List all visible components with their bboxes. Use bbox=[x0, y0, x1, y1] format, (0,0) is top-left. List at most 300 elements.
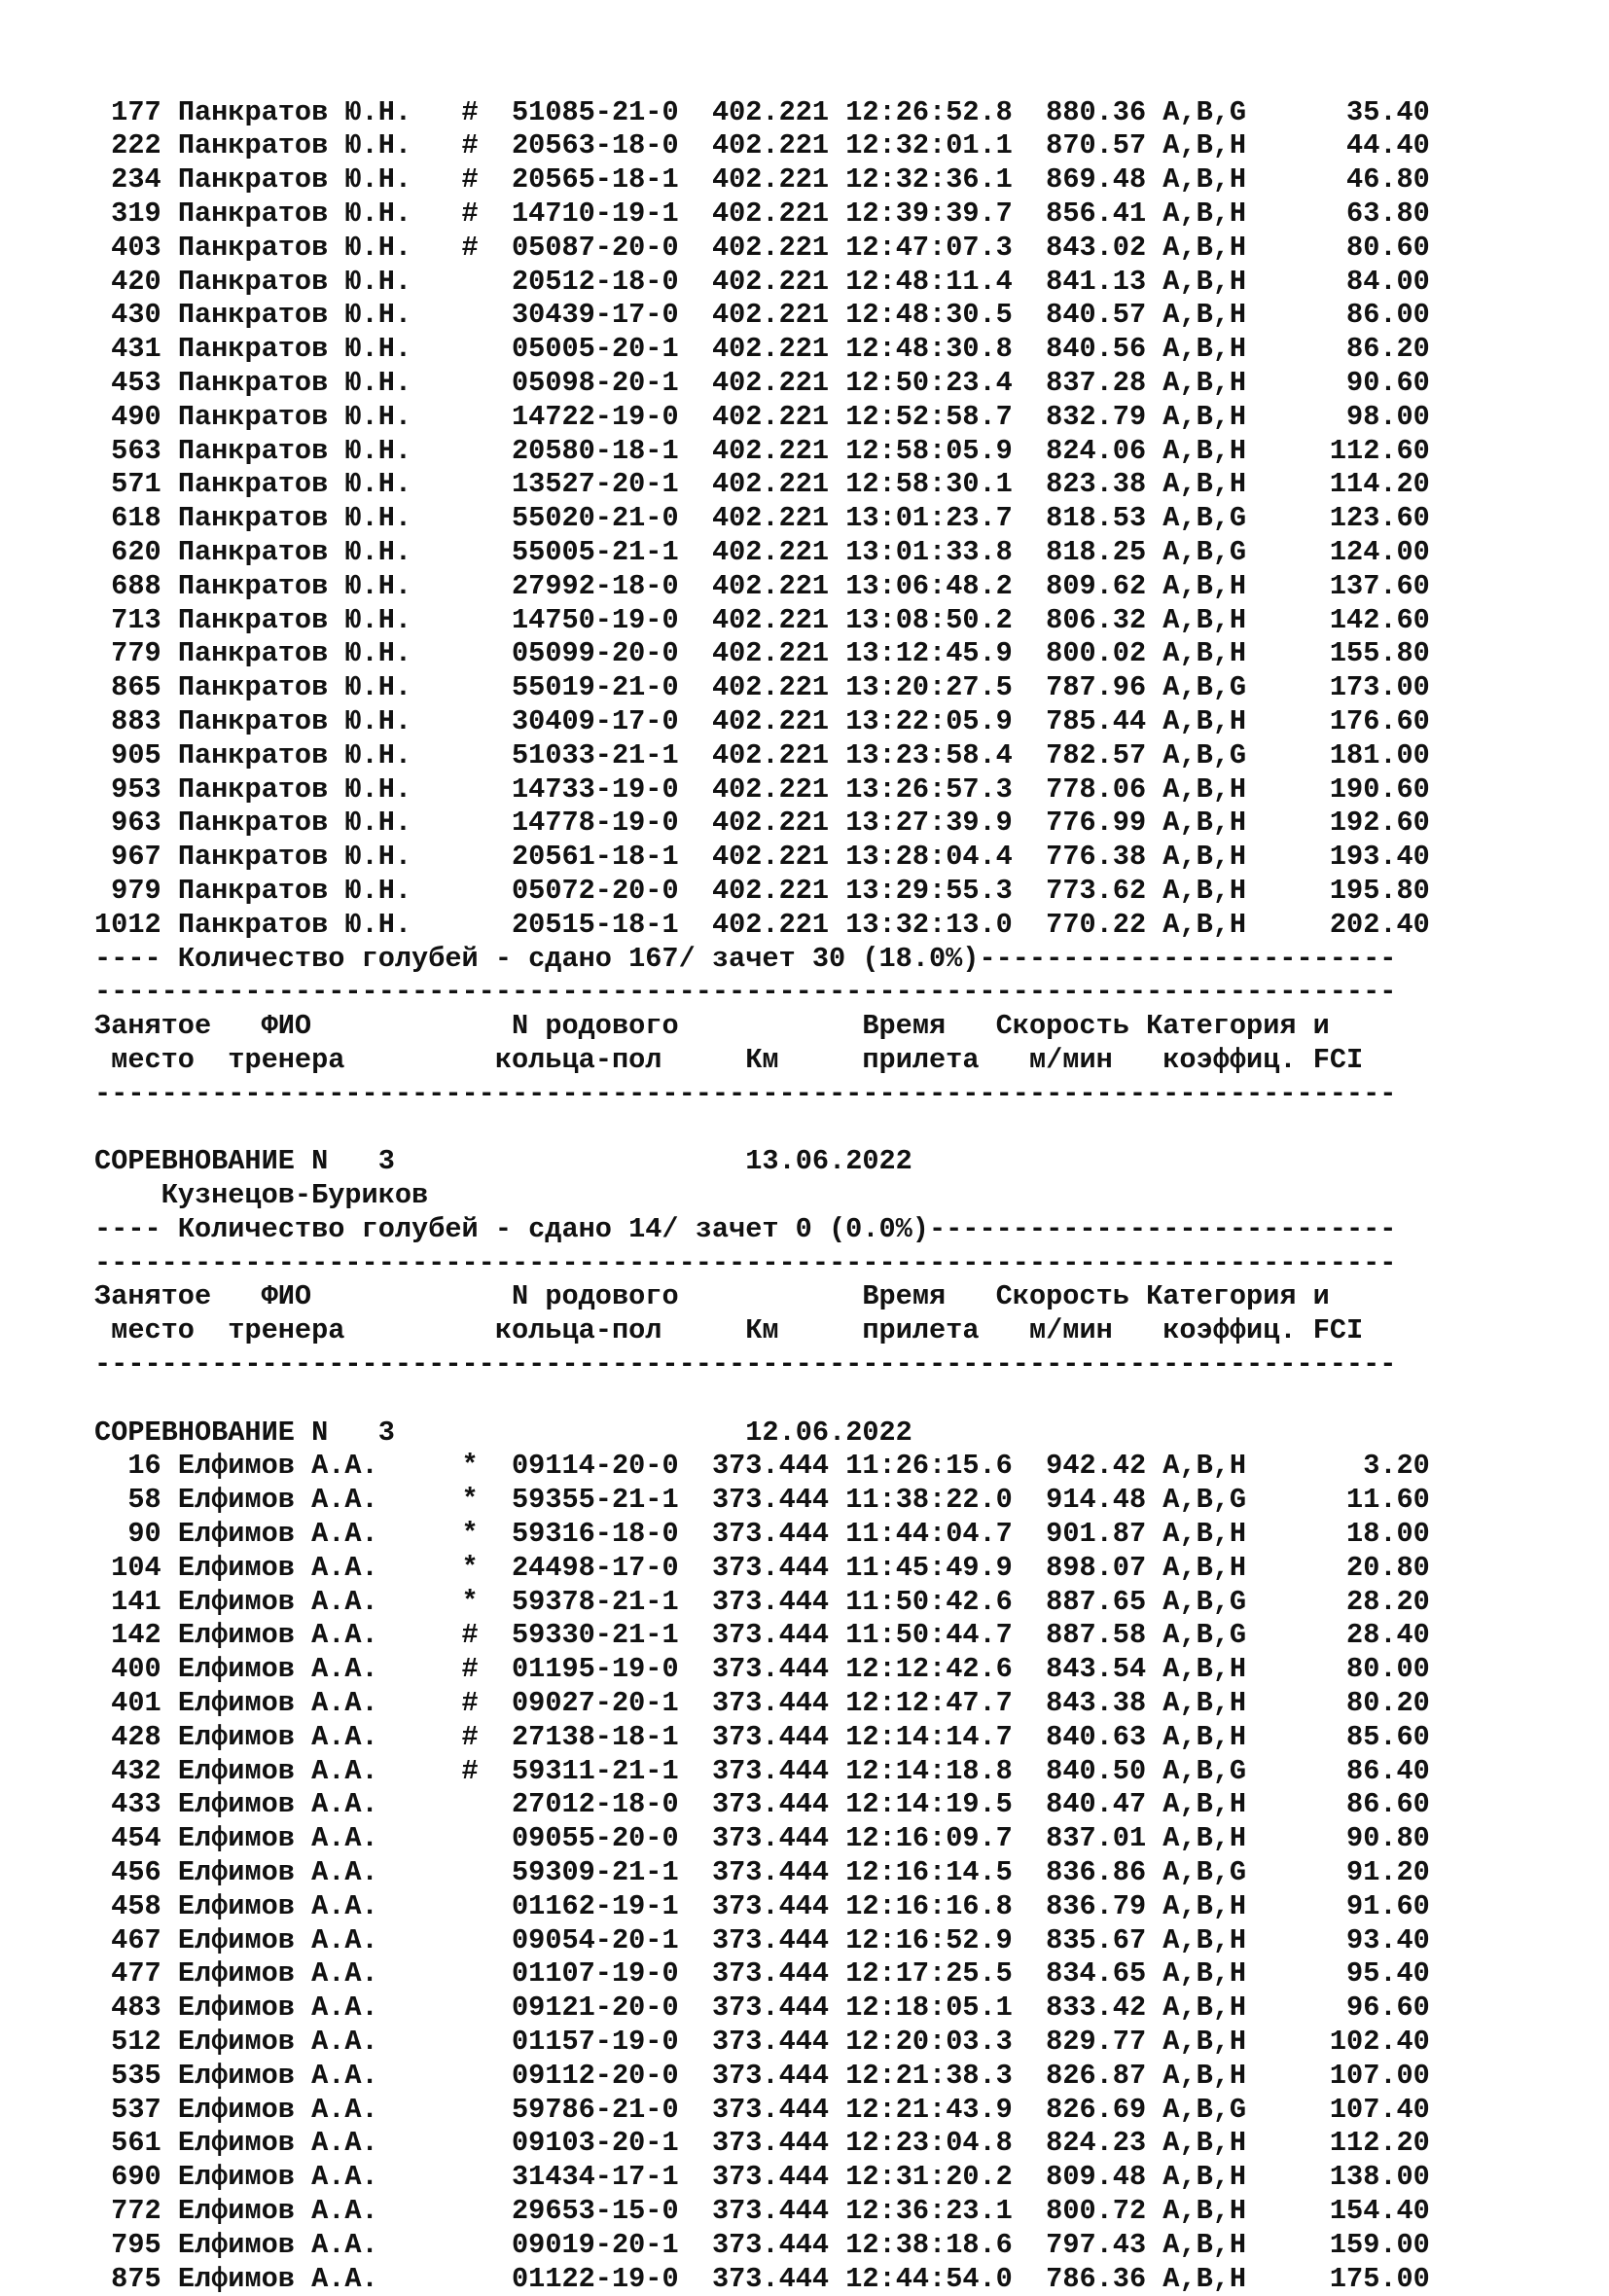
gap bbox=[161, 1484, 178, 1516]
speed: 840.50 bbox=[1046, 1754, 1147, 1787]
fancier-name: Елфимов А.А. bbox=[177, 1687, 462, 1720]
gap bbox=[829, 841, 845, 873]
gap bbox=[1146, 2161, 1162, 2193]
mark bbox=[462, 875, 512, 907]
place: 953 bbox=[94, 772, 161, 806]
arrival-time: 11:38:22.0 bbox=[845, 1484, 1013, 1517]
ring-number: 59316-18-0 bbox=[512, 1518, 679, 1551]
col-name-2: тренера bbox=[228, 1314, 345, 1347]
mark bbox=[462, 909, 512, 941]
speed: 773.62 bbox=[1046, 874, 1147, 907]
gap bbox=[1013, 604, 1046, 636]
gap bbox=[161, 1991, 178, 2024]
place: 979 bbox=[94, 874, 161, 907]
speed: 809.62 bbox=[1046, 569, 1147, 602]
distance-km: 402.221 bbox=[711, 400, 830, 433]
gap bbox=[161, 841, 178, 873]
table-row bbox=[94, 299, 1430, 333]
speed: 818.53 bbox=[1046, 502, 1147, 535]
arrival-time: 12:48:30.5 bbox=[845, 299, 1013, 332]
speed: 843.54 bbox=[1046, 1653, 1147, 1686]
mark: # bbox=[461, 1754, 513, 1787]
gap bbox=[779, 1044, 863, 1076]
mark bbox=[462, 299, 512, 331]
mark: # bbox=[461, 1720, 513, 1753]
gap bbox=[1146, 2060, 1162, 2092]
category: A,B,H bbox=[1162, 874, 1247, 907]
ring-number: 59309-21-1 bbox=[512, 1856, 679, 1889]
distance-km: 373.444 bbox=[711, 1822, 830, 1855]
fancier-name: Елфимов А.А. bbox=[177, 1923, 462, 1956]
gap bbox=[161, 536, 178, 568]
fci-coefficient: 86.60 bbox=[1246, 1788, 1430, 1821]
gap bbox=[1013, 468, 1046, 500]
speed: 782.57 bbox=[1046, 738, 1147, 771]
gap bbox=[1013, 739, 1046, 771]
arrival-time: 13:01:33.8 bbox=[845, 535, 1013, 568]
speed: 880.36 bbox=[1046, 95, 1147, 128]
arrival-time: 13:12:45.9 bbox=[845, 637, 1013, 670]
gap bbox=[829, 1822, 845, 1854]
fancier-name: Елфимов А.А. bbox=[177, 1619, 462, 1652]
arrival-time: 12:14:19.5 bbox=[845, 1788, 1013, 1821]
place: 420 bbox=[94, 265, 161, 298]
arrival-time: 12:16:09.7 bbox=[845, 1822, 1013, 1855]
gap bbox=[1146, 1586, 1162, 1618]
fci-coefficient: 63.80 bbox=[1246, 197, 1430, 230]
table-row bbox=[94, 671, 1430, 705]
place: 319 bbox=[94, 197, 161, 230]
gap bbox=[1013, 909, 1046, 941]
gap bbox=[829, 2094, 845, 2126]
gap bbox=[829, 1788, 845, 1820]
column-header-line-2 bbox=[94, 1314, 1430, 1348]
gap bbox=[679, 1957, 712, 1990]
gap bbox=[94, 1044, 111, 1076]
table-row bbox=[94, 1788, 1430, 1822]
gap bbox=[1013, 266, 1046, 298]
arrival-time: 12:31:20.2 bbox=[845, 2161, 1013, 2194]
blank bbox=[94, 1382, 111, 1415]
gap bbox=[161, 2195, 178, 2227]
ring-number: 27012-18-0 bbox=[512, 1788, 679, 1821]
col-speed-2: м/мин bbox=[1028, 1314, 1113, 1347]
distance-km: 373.444 bbox=[711, 2262, 830, 2295]
col-place-2: место bbox=[111, 1043, 195, 1076]
arrival-time: 12:36:23.1 bbox=[845, 2195, 1013, 2227]
gap bbox=[94, 1179, 161, 1211]
mark bbox=[462, 2060, 512, 2092]
col-name: ФИО bbox=[261, 1010, 312, 1043]
gap bbox=[679, 739, 712, 771]
fancier-name: Елфимов А.А. bbox=[177, 1720, 462, 1753]
speed: 797.43 bbox=[1046, 2228, 1147, 2261]
ring-number: 09114-20-0 bbox=[512, 1450, 679, 1483]
gap bbox=[829, 909, 845, 941]
mark bbox=[462, 2195, 512, 2227]
gap bbox=[679, 468, 712, 500]
speed: 800.02 bbox=[1046, 637, 1147, 670]
place: 477 bbox=[94, 1957, 161, 1991]
fancier-name: Панкратов Ю.Н. bbox=[177, 502, 462, 535]
gap bbox=[1013, 1450, 1046, 1482]
speed: 770.22 bbox=[1046, 908, 1147, 941]
arrival-time: 12:58:30.1 bbox=[845, 468, 1013, 501]
distance-km: 402.221 bbox=[711, 129, 830, 162]
gap bbox=[829, 197, 845, 230]
ring-number: 14778-19-0 bbox=[512, 807, 679, 840]
gap bbox=[829, 367, 845, 399]
gap bbox=[829, 1721, 845, 1753]
gap bbox=[1146, 2195, 1162, 2227]
gap bbox=[679, 502, 712, 534]
gap bbox=[679, 637, 712, 669]
distance-km: 373.444 bbox=[711, 1856, 830, 1889]
category: A,B,H bbox=[1162, 807, 1247, 840]
gap bbox=[1146, 367, 1162, 399]
gap bbox=[829, 2127, 845, 2159]
gap bbox=[829, 96, 845, 128]
speed: 778.06 bbox=[1046, 772, 1147, 806]
col-speed: Скорость bbox=[995, 1280, 1129, 1313]
gap bbox=[1013, 807, 1046, 839]
gap bbox=[829, 773, 845, 806]
gap bbox=[679, 401, 712, 433]
table-row bbox=[94, 333, 1430, 367]
competition-label: СОРЕВНОВАНИЕ N bbox=[94, 1145, 329, 1178]
arrival-time: 12:14:18.8 bbox=[845, 1754, 1013, 1787]
place: 967 bbox=[94, 841, 161, 874]
speed: 843.38 bbox=[1046, 1687, 1147, 1720]
table-row bbox=[94, 2229, 1430, 2263]
distance-km: 402.221 bbox=[711, 841, 830, 874]
place: 433 bbox=[94, 1788, 161, 1821]
place: 431 bbox=[94, 333, 161, 366]
gap bbox=[829, 2161, 845, 2193]
fci-coefficient: 202.40 bbox=[1246, 908, 1430, 941]
gap bbox=[829, 502, 845, 534]
gap bbox=[679, 1687, 712, 1719]
ring-number: 14710-19-1 bbox=[512, 197, 679, 230]
distance-km: 402.221 bbox=[711, 637, 830, 670]
gap bbox=[1146, 1653, 1162, 1685]
gap bbox=[679, 1010, 863, 1042]
gap bbox=[679, 1484, 712, 1516]
table-row bbox=[94, 1721, 1430, 1755]
gap bbox=[1013, 773, 1046, 806]
ring-number: 27138-18-1 bbox=[512, 1720, 679, 1753]
mark bbox=[462, 807, 512, 839]
gap bbox=[161, 2094, 178, 2126]
gap bbox=[395, 1145, 745, 1177]
gap bbox=[161, 468, 178, 500]
gap bbox=[661, 1044, 745, 1076]
distance-km: 373.444 bbox=[711, 2059, 830, 2092]
fancier-name: Панкратов Ю.Н. bbox=[177, 366, 462, 399]
gap bbox=[161, 1450, 178, 1482]
place: 713 bbox=[94, 603, 161, 636]
table-row bbox=[94, 1484, 1430, 1518]
gap bbox=[1013, 637, 1046, 669]
gap bbox=[1013, 1619, 1046, 1651]
mark bbox=[462, 1957, 512, 1990]
ring-number: 01157-19-0 bbox=[512, 2026, 679, 2059]
fci-coefficient: 159.00 bbox=[1246, 2228, 1430, 2261]
category: A,B,G bbox=[1162, 1585, 1247, 1618]
place: 141 bbox=[94, 1585, 161, 1618]
fci-coefficient: 102.40 bbox=[1246, 2026, 1430, 2059]
fci-coefficient: 137.60 bbox=[1246, 569, 1430, 602]
arrival-time: 13:20:27.5 bbox=[845, 671, 1013, 704]
mark bbox=[462, 1788, 512, 1820]
mark: * bbox=[461, 1450, 513, 1483]
gap bbox=[311, 1010, 512, 1042]
distance-km: 402.221 bbox=[711, 603, 830, 636]
distance-km: 402.221 bbox=[711, 163, 830, 197]
mark: # bbox=[461, 1619, 513, 1652]
arrival-time: 12:32:36.1 bbox=[845, 163, 1013, 197]
distance-km: 402.221 bbox=[711, 738, 830, 771]
category: A,B,H bbox=[1162, 1687, 1247, 1720]
gap bbox=[161, 96, 178, 128]
place: 467 bbox=[94, 1923, 161, 1956]
team-name: Кузнецов-Буриков bbox=[161, 1179, 429, 1212]
category: A,B,H bbox=[1162, 1518, 1247, 1551]
distance-km: 373.444 bbox=[711, 1991, 830, 2025]
speed: 898.07 bbox=[1046, 1551, 1147, 1584]
place: 688 bbox=[94, 569, 161, 602]
mark: # bbox=[461, 1687, 513, 1720]
divider bbox=[94, 1348, 1430, 1382]
arrival-time: 12:26:52.8 bbox=[845, 95, 1013, 128]
gap bbox=[829, 1957, 845, 1990]
fci-coefficient: 86.20 bbox=[1246, 333, 1430, 366]
gap bbox=[1013, 1822, 1046, 1854]
fancier-name: Елфимов А.А. bbox=[177, 2026, 462, 2059]
gap bbox=[1013, 1518, 1046, 1550]
gap bbox=[1146, 96, 1162, 128]
speed: 824.23 bbox=[1046, 2127, 1147, 2160]
speed: 818.25 bbox=[1046, 535, 1147, 568]
distance-km: 402.221 bbox=[711, 874, 830, 907]
fancier-name: Панкратов Ю.Н. bbox=[177, 908, 462, 941]
fancier-name: Елфимов А.А. bbox=[177, 2093, 462, 2126]
fci-coefficient: 123.60 bbox=[1246, 502, 1430, 535]
table-row bbox=[94, 909, 1430, 943]
gap bbox=[829, 232, 845, 264]
distance-km: 402.221 bbox=[711, 197, 830, 230]
fancier-name: Елфимов А.А. bbox=[177, 1450, 462, 1483]
category: A,B,H bbox=[1162, 468, 1247, 501]
gap bbox=[1013, 96, 1046, 128]
mark bbox=[462, 401, 512, 433]
distance-km: 402.221 bbox=[711, 95, 830, 128]
arrival-time: 12:48:11.4 bbox=[845, 265, 1013, 298]
mark: * bbox=[461, 1484, 513, 1517]
distance-km: 402.221 bbox=[711, 535, 830, 568]
speed: 776.38 bbox=[1046, 841, 1147, 874]
table-row bbox=[94, 1957, 1430, 1991]
ring-number: 24498-17-0 bbox=[512, 1551, 679, 1584]
arrival-time: 13:06:48.2 bbox=[845, 569, 1013, 602]
competition-number: 3 bbox=[377, 1416, 395, 1449]
place: 772 bbox=[94, 2195, 161, 2227]
place: 1012 bbox=[94, 908, 161, 941]
fancier-name: Панкратов Ю.Н. bbox=[177, 129, 462, 162]
ring-number: 09027-20-1 bbox=[512, 1687, 679, 1720]
fancier-name: Панкратов Ю.Н. bbox=[177, 569, 462, 602]
distance-km: 373.444 bbox=[711, 1957, 830, 1991]
speed: 823.38 bbox=[1046, 468, 1147, 501]
category: A,B,H bbox=[1162, 1923, 1247, 1956]
place: 222 bbox=[94, 129, 161, 162]
gap bbox=[161, 435, 178, 467]
distance-km: 402.221 bbox=[711, 366, 830, 399]
gap bbox=[1146, 163, 1162, 196]
ring-number: 20515-18-1 bbox=[512, 908, 679, 941]
distance-km: 402.221 bbox=[711, 807, 830, 840]
mark bbox=[462, 1822, 512, 1854]
arrival-time: 12:21:43.9 bbox=[845, 2093, 1013, 2126]
column-header-line-1 bbox=[94, 1010, 1430, 1044]
fancier-name: Елфимов А.А. bbox=[177, 1822, 462, 1855]
gap bbox=[1146, 129, 1162, 161]
gap bbox=[1013, 536, 1046, 568]
gap bbox=[679, 604, 712, 636]
fci-coefficient: 114.20 bbox=[1246, 468, 1430, 501]
col-time-2: прилета bbox=[862, 1314, 980, 1347]
competition-number: 3 bbox=[377, 1145, 395, 1178]
gap bbox=[679, 1653, 712, 1685]
table-row bbox=[94, 637, 1430, 671]
mark bbox=[462, 2229, 512, 2261]
col-place-2: место bbox=[111, 1314, 195, 1347]
table-row bbox=[94, 2026, 1430, 2060]
fancier-name: Панкратов Ю.Н. bbox=[177, 265, 462, 298]
gap bbox=[1013, 1788, 1046, 1820]
fci-coefficient: 80.20 bbox=[1246, 1687, 1430, 1720]
speed: 826.69 bbox=[1046, 2093, 1147, 2126]
gap bbox=[829, 637, 845, 669]
arrival-time: 12:17:25.5 bbox=[845, 1957, 1013, 1991]
gap bbox=[161, 1755, 178, 1787]
gap bbox=[1013, 2094, 1046, 2126]
gap bbox=[195, 1314, 228, 1346]
gap bbox=[1146, 333, 1162, 365]
ring-number: 14722-19-0 bbox=[512, 400, 679, 433]
distance-km: 402.221 bbox=[711, 772, 830, 806]
gap bbox=[980, 1044, 1029, 1076]
col-km: Км bbox=[745, 1043, 779, 1076]
gap bbox=[1013, 2026, 1046, 2058]
competition-date: 12.06.2022 bbox=[745, 1416, 912, 1449]
table-row bbox=[94, 1822, 1430, 1856]
speed: 843.02 bbox=[1046, 231, 1147, 264]
speed: 776.99 bbox=[1046, 807, 1147, 840]
gap bbox=[829, 129, 845, 161]
arrival-time: 13:29:55.3 bbox=[845, 874, 1013, 907]
place: 403 bbox=[94, 231, 161, 264]
arrival-time: 11:45:49.9 bbox=[845, 1551, 1013, 1584]
ring-number: 55019-21-0 bbox=[512, 671, 679, 704]
gap bbox=[161, 875, 178, 907]
category: A,B,G bbox=[1162, 671, 1247, 704]
distance-km: 373.444 bbox=[711, 1687, 830, 1720]
gap bbox=[679, 367, 712, 399]
category: A,B,H bbox=[1162, 2026, 1247, 2059]
gap bbox=[679, 1280, 863, 1312]
gap bbox=[1013, 875, 1046, 907]
gap bbox=[161, 2026, 178, 2058]
speed: 869.48 bbox=[1046, 163, 1147, 197]
gap bbox=[1146, 671, 1162, 703]
fci-coefficient: 175.00 bbox=[1246, 2262, 1430, 2295]
fci-coefficient: 138.00 bbox=[1246, 2161, 1430, 2194]
speed: 887.65 bbox=[1046, 1585, 1147, 1618]
gap bbox=[679, 2127, 712, 2159]
fci-coefficient: 112.20 bbox=[1246, 2127, 1430, 2160]
arrival-time: 12:16:16.8 bbox=[845, 1889, 1013, 1922]
place: 563 bbox=[94, 434, 161, 467]
place: 618 bbox=[94, 502, 161, 535]
distance-km: 402.221 bbox=[711, 434, 830, 467]
gap bbox=[679, 841, 712, 873]
fancier-name: Елфимов А.А. bbox=[177, 1653, 462, 1686]
gap bbox=[311, 1280, 512, 1312]
gap bbox=[1013, 1856, 1046, 1888]
speed: 835.67 bbox=[1046, 1923, 1147, 1956]
gap bbox=[1013, 367, 1046, 399]
fancier-name: Елфимов А.А. bbox=[177, 2161, 462, 2194]
distance-km: 402.221 bbox=[711, 671, 830, 704]
distance-km: 373.444 bbox=[711, 2161, 830, 2194]
gap bbox=[161, 299, 178, 331]
category: A,B,H bbox=[1162, 265, 1247, 298]
fci-coefficient: 80.00 bbox=[1246, 1653, 1430, 1686]
gap bbox=[161, 1957, 178, 1990]
ring-number: 09019-20-1 bbox=[512, 2228, 679, 2261]
table-row bbox=[94, 163, 1430, 197]
gap bbox=[679, 232, 712, 264]
column-header-line-1 bbox=[94, 1280, 1430, 1314]
arrival-time: 12:21:38.3 bbox=[845, 2059, 1013, 2092]
gap bbox=[161, 1788, 178, 1820]
gap bbox=[161, 637, 178, 669]
table-row bbox=[94, 1924, 1430, 1958]
fci-coefficient: 86.00 bbox=[1246, 299, 1430, 332]
table-row bbox=[94, 841, 1430, 875]
mark bbox=[462, 705, 512, 737]
gap bbox=[679, 96, 712, 128]
category: A,B,H bbox=[1162, 704, 1247, 737]
table-row bbox=[94, 1856, 1430, 1890]
category: A,B,G bbox=[1162, 502, 1247, 535]
fancier-name: Елфимов А.А. bbox=[177, 1991, 462, 2025]
speed: 824.06 bbox=[1046, 434, 1147, 467]
fancier-name: Елфимов А.А. bbox=[177, 1788, 462, 1821]
table-row bbox=[94, 435, 1430, 469]
gap bbox=[829, 163, 845, 196]
divider bbox=[94, 1247, 1430, 1281]
fancier-name: Панкратов Ю.Н. bbox=[177, 603, 462, 636]
mark bbox=[462, 570, 512, 602]
gap bbox=[1146, 299, 1162, 331]
gap bbox=[946, 1280, 995, 1312]
table-row bbox=[94, 1552, 1430, 1586]
distance-km: 373.444 bbox=[711, 1788, 830, 1821]
place: 453 bbox=[94, 366, 161, 399]
fancier-name: Елфимов А.А. bbox=[177, 1518, 462, 1551]
